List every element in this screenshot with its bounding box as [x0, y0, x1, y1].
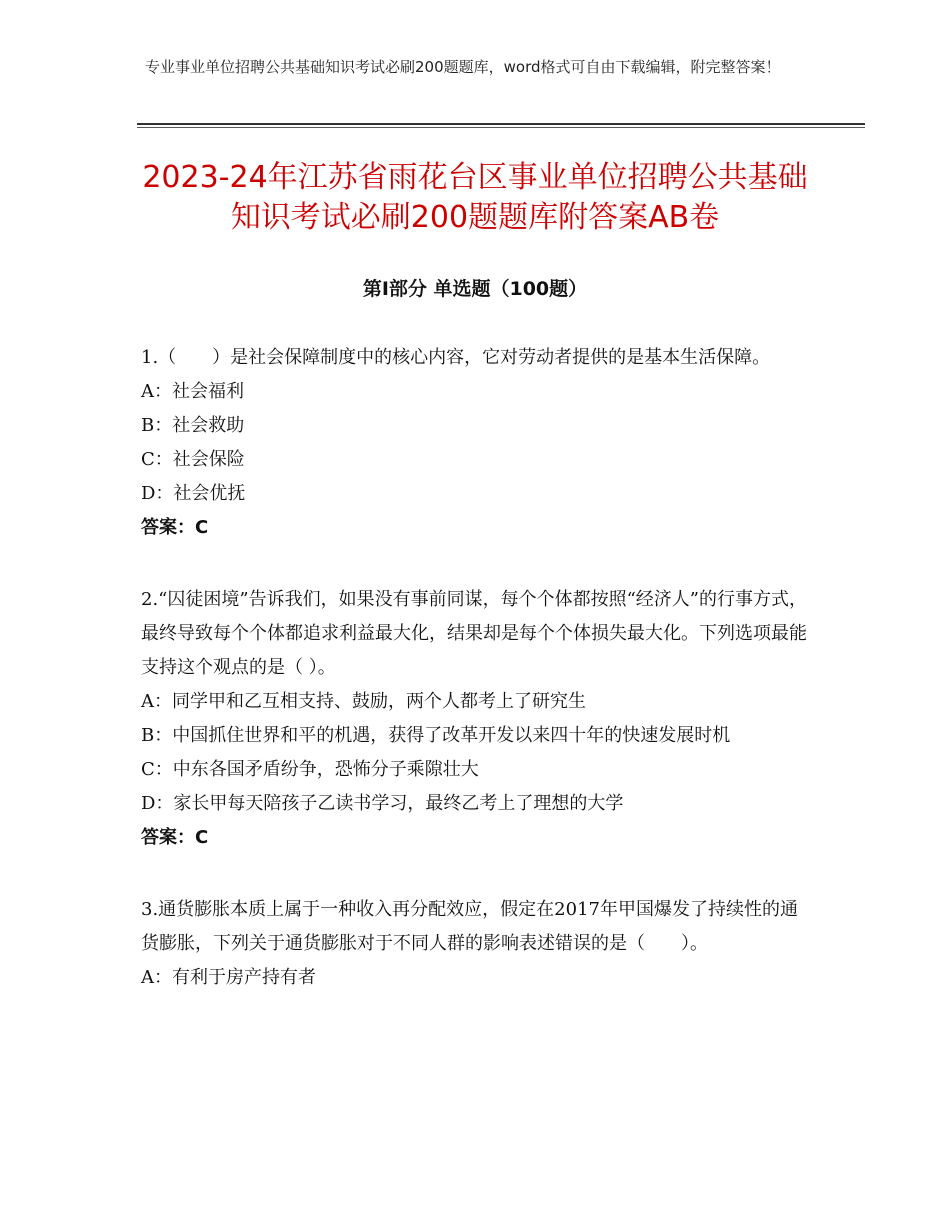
- question-3: [141, 893, 811, 995]
- header-divider-thin: [137, 127, 865, 128]
- question-stem: 3.通货膨胀本质上属于一种收入再分配效应，假定在2017年甲国爆发了持续性的通货膨胀，下列关于通货膨胀对于不同人群的影响表述错误的是（ ）。: [141, 899, 798, 954]
- answer: 答案：C: [141, 827, 209, 848]
- header-divider-thick: [137, 123, 865, 125]
- section-title: 第Ⅰ部分 单选题（100题）: [362, 278, 588, 300]
- option-d: D：社会优抚: [141, 483, 246, 504]
- question-list: [141, 341, 811, 1033]
- option-a: A：有利于房产持有者: [141, 967, 316, 988]
- option-d: D：家长甲每天陪孩子乙读书学习，最终乙考上了理想的大学: [141, 793, 624, 814]
- question-stem: 1.（ ）是社会保障制度中的核心内容，它对劳动者提供的是基本生活保障。: [141, 347, 771, 368]
- option-b: B：中国抓住世界和平的机遇，获得了改革开发以来四十年的快速发展时机: [141, 725, 731, 746]
- header-note: 专业事业单位招聘公共基础知识考试必刷200题题库，word格式可自由下载编辑，附完整答案！: [145, 58, 781, 76]
- option-c: C：中东各国矛盾纷争，恐怖分子乘隙壮大: [141, 759, 479, 780]
- answer: 答案：C: [141, 517, 209, 538]
- document-title: 2023-24年江苏省雨花台区事业单位招聘公共基础知识考试必刷200题题库附答案AB卷: [142, 160, 808, 235]
- option-b: B：社会救助: [141, 415, 245, 436]
- option-a: A：同学甲和乙互相支持、鼓励，两个人都考上了研究生: [141, 691, 586, 712]
- question-1: [141, 341, 811, 545]
- question-2: [141, 583, 811, 855]
- option-c: C：社会保险: [141, 449, 245, 470]
- option-a: A：社会福利: [141, 381, 244, 402]
- question-stem: 2.“囚徒困境”告诉我们，如果没有事前同谋，每个个体都按照“经济人”的行事方式，最终导致每个个体都追求利益最大化，结果却是每个个体损失最大化。下列选项最能支持这个观点的是（ ）。: [141, 589, 807, 678]
